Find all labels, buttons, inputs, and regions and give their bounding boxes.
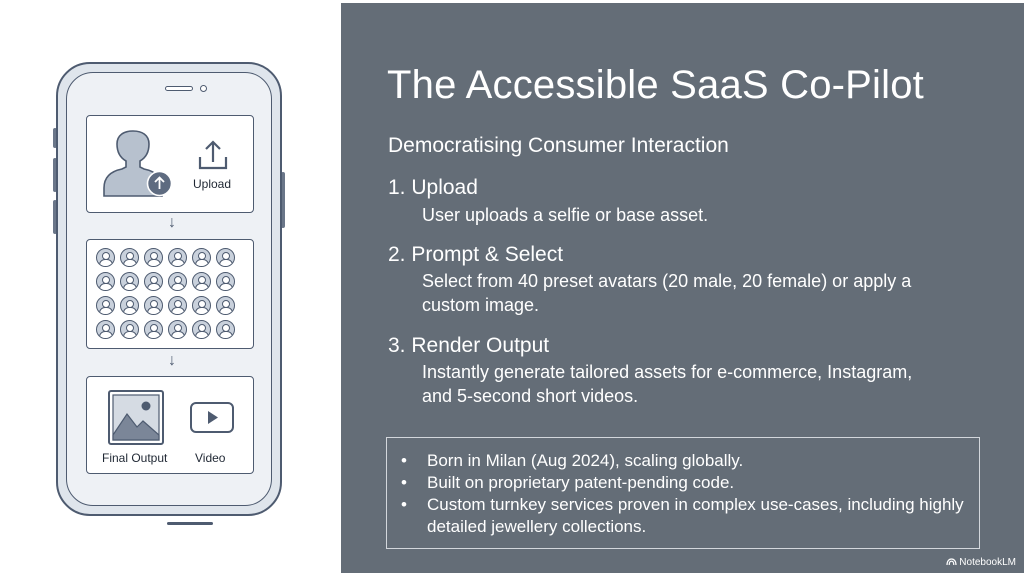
avatar-icon <box>192 320 211 339</box>
avatar-icon <box>96 320 115 339</box>
notebooklm-logo-icon <box>946 558 957 566</box>
avatar-icon <box>192 248 211 267</box>
avatar-icon <box>144 296 163 315</box>
avatar-icon <box>168 296 187 315</box>
step-description: User uploads a selfie or base asset. <box>422 205 709 225</box>
avatar-icon <box>120 296 139 315</box>
video-label: Video <box>195 451 226 465</box>
avatar-icon <box>96 272 115 291</box>
avatar-icon <box>96 296 115 315</box>
upload-icon <box>196 138 230 172</box>
brand-label: NotebookLM <box>959 557 1016 568</box>
avatar-grid-card <box>86 239 254 349</box>
flow-arrow-icon: ↓ <box>168 214 176 231</box>
avatar-icon <box>216 272 235 291</box>
avatar-icon <box>144 248 163 267</box>
brand-watermark <box>946 557 1016 568</box>
avatar-icon <box>168 272 187 291</box>
avatar-icon <box>144 272 163 291</box>
speaker-icon <box>165 86 193 91</box>
list-item: • Built on proprietary patent-pending code. <box>401 472 971 494</box>
home-bar <box>167 522 213 525</box>
final-output-label: Final Output <box>102 451 168 465</box>
video-play-icon <box>190 402 234 433</box>
avatar-icon <box>216 248 235 267</box>
avatar-icon <box>168 248 187 267</box>
image-icon <box>108 390 164 445</box>
avatar-grid <box>96 248 244 339</box>
output-card <box>86 376 254 474</box>
list-item: • Born in Milan (Aug 2024), scaling globally. <box>401 450 971 472</box>
step-description: Instantly generate tailored assets for e-commerce, Instagram, and 5-second short videos. <box>422 362 913 406</box>
list-item: • Custom turnkey services proven in complex use-cases, including highly detailed jewellery collections. <box>401 494 971 538</box>
avatar-icon <box>120 272 139 291</box>
avatar-icon <box>120 248 139 267</box>
camera-icon <box>200 85 207 92</box>
upload-badge-icon <box>146 170 173 197</box>
avatar-icon <box>168 320 187 339</box>
avatar-icon <box>96 248 115 267</box>
avatar-icon <box>144 320 163 339</box>
avatar-icon <box>216 296 235 315</box>
highlights-list <box>401 450 971 538</box>
avatar-icon <box>216 320 235 339</box>
avatar-icon <box>192 272 211 291</box>
step-heading: 1. Upload <box>388 176 478 199</box>
upload-label: Upload <box>193 177 232 191</box>
upload-card <box>86 115 254 213</box>
slide-title: The Accessible SaaS Co-Pilot <box>387 63 924 107</box>
step-heading: 3. Render Output <box>388 334 550 357</box>
highlights-box <box>386 437 980 549</box>
slide-subtitle: Democratising Consumer Interaction <box>388 134 729 157</box>
avatar-icon <box>192 296 211 315</box>
step-heading: 2. Prompt & Select <box>388 243 564 266</box>
content-panel <box>341 3 1024 573</box>
avatar-icon <box>120 320 139 339</box>
flow-arrow-icon: ↓ <box>168 352 176 369</box>
step-description: Select from 40 preset avatars (20 male, 20 female) or apply a custom image. <box>422 271 912 315</box>
